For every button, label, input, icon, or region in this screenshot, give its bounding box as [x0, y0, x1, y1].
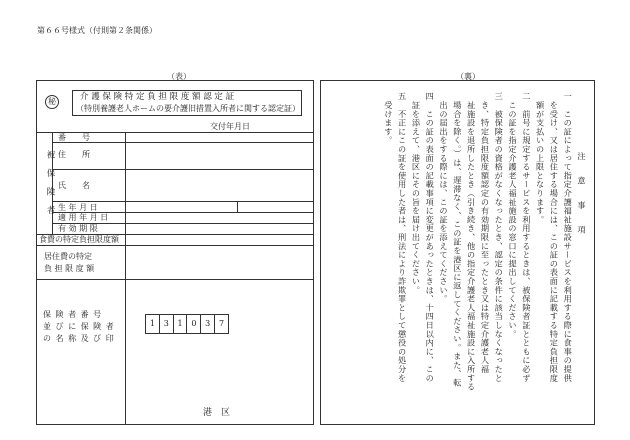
note-line: き、特定負担限度額認定の有効期限に至ったとき又は特定介護老人福	[480, 92, 491, 374]
note-line: 三 被保険者の資格がなくなったとき、認定の条件に該当しなくなったと	[494, 92, 505, 383]
note-line: 四 この証の表面の記載事項に変更があったときは、十四日以内に、この	[425, 92, 436, 383]
food-limit-label: 食費の特定負担限度額	[39, 235, 119, 244]
note-line: 受けます。	[383, 92, 394, 145]
form-number: 第６６号様式（付則第２条関係）	[37, 26, 157, 35]
insured-number-label: 番 号	[58, 133, 90, 142]
insurer-digit: 7	[219, 319, 225, 328]
certificate-title: 介 護 保 険 特 定 負 担 限 度 額 認 定 証	[80, 92, 235, 102]
valid-until-label: 有 効 期 限	[58, 224, 98, 233]
insurer-label-3: の 名 称 及 び 印	[43, 334, 115, 343]
note-line: 五 不正にこの証を使用した者は、刑法により詐欺罪として懲役の処分を	[397, 92, 408, 383]
note-line: 場合を除く。）は、遅滞なく、この証を港区に返してください。また、転	[452, 92, 463, 388]
note-line: を受け、又は居住する場合には、この証の表面に記載する特定負担限度	[549, 92, 560, 383]
insurer-number-boxes	[145, 314, 229, 334]
note-line: 額が支払いの上限となります。	[535, 92, 546, 224]
insurer-digit: 1	[146, 315, 160, 333]
notes-title: 注 意 事 項	[577, 152, 587, 238]
residence-limit-label-2: 負 担 限 度 額	[44, 264, 95, 273]
front-label: （表）	[167, 72, 191, 81]
note-line: 一 この証によって指定介護福祉施設サービスを利用する際に食事の提供	[563, 92, 574, 383]
insured-name-label: 氏 名	[58, 181, 90, 190]
insurer-name: 港 区	[203, 408, 231, 418]
insurer-digit: 3	[201, 315, 215, 333]
issue-date-label: 交付年月日	[210, 122, 250, 131]
residence-limit-label-1: 居住費の特定	[44, 252, 92, 261]
certificate-subtitle: （特別養護老人ホームの要介護旧措置入所者に関する認定証）	[76, 104, 300, 113]
insurer-digit: 0	[187, 315, 201, 333]
note-line: この証を指定介護老人福祉施設の窓口に提出してください。	[508, 92, 519, 339]
note-line: 証を添えて、港区にその旨を届け出てください。	[411, 92, 422, 295]
insured-person-label-text: 被保険者	[45, 150, 55, 224]
insurer-label-2: 並 び に 保 険 者	[43, 322, 115, 331]
note-line: 出の届出をする際には、この証を添えてください。	[439, 92, 450, 304]
birthdate-label: 生 年 月 日	[58, 203, 98, 212]
insured-address-label: 住 所	[58, 150, 90, 159]
apply-date-label: 適 用 年 月 日	[58, 213, 109, 222]
insured-person-label	[40, 150, 55, 232]
stamp-mark-icon: 秘	[45, 95, 59, 109]
insurer-digit: 1	[174, 315, 188, 333]
notes-area	[330, 92, 588, 412]
insurer-label-1: 保 険 者 番 号	[43, 310, 103, 319]
insurer-digit: 3	[160, 315, 174, 333]
back-label: （裏）	[456, 72, 480, 81]
note-line: 祉施設を退所したとき（引き続き、他の指定介護老人福祉施設に入所する	[466, 92, 477, 392]
note-line: 二 前号に規定するサービスを利用するときは、被保険者証とともに必ず	[521, 92, 532, 383]
